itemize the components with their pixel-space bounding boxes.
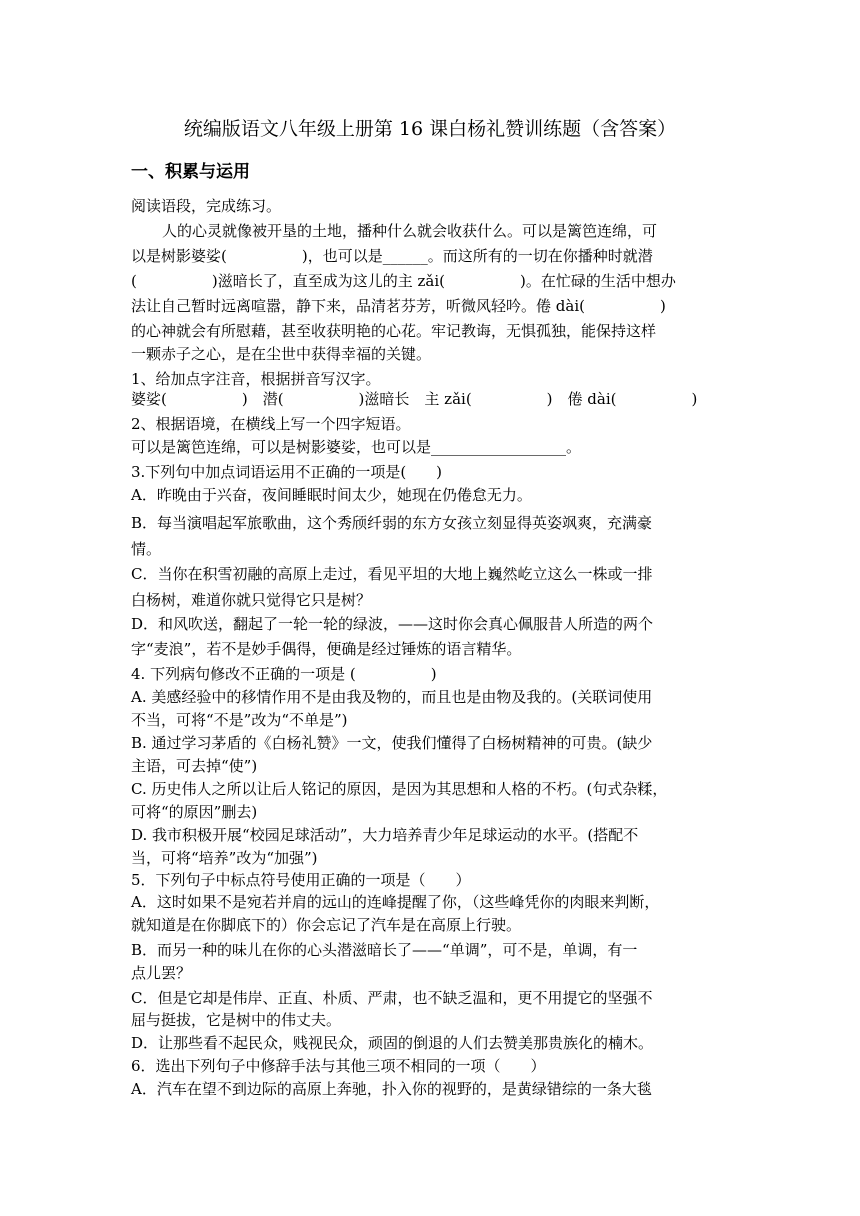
option-line: 可将“的原因”删去) bbox=[131, 803, 258, 821]
option-line: C．当你在积雪初融的高原上走过，看见平坦的大地上巍然屹立这么一株或一排 bbox=[131, 565, 653, 583]
option-line: A．汽车在望不到边际的高原上奔驰，扑入你的视野的，是黄绿错综的一条大毯 bbox=[131, 1080, 652, 1098]
option-line: D．和风吹送，翻起了一轮一轮的绿波，——这时你会真心佩服昔人所造的两个 bbox=[131, 615, 654, 633]
option-line: D. 我市积极开展“校园足球活动”，大力培养青少年足球运动的水平。(搭配不 bbox=[131, 826, 639, 844]
question-line: 5．下列句子中标点符号使用正确的一项是（ ） bbox=[131, 871, 471, 889]
text-line: 以是树影婆娑( )，也可以是______。而这所有的一切在你播种时就潜 bbox=[131, 247, 653, 265]
option-line: 不当，可将“不是”改为“不单是”) bbox=[131, 711, 348, 729]
option-line: 当，可将“培养”改为“加强”) bbox=[131, 849, 318, 867]
section-heading: 一、积累与运用 bbox=[131, 162, 250, 182]
option-line: 情。 bbox=[131, 540, 162, 558]
option-line: 点儿罢？ bbox=[131, 964, 192, 982]
text-line: 的心神就会有所慰藉，甚至收获明艳的心花。牢记教诲，无惧孤独，能保持这样 bbox=[131, 322, 657, 340]
page-title: 统编版语文八年级上册第 16 课白杨礼赞训练题（含答案） bbox=[183, 118, 677, 140]
option-line: A. 美感经验中的移情作用不是由我及物的，而且也是由物及我的。(关联词使用 bbox=[131, 688, 653, 706]
option-line: A．昨晚由于兴奋，夜间睡眠时间太少，她现在仍倦怠无力。 bbox=[131, 486, 532, 504]
question-line: 婆娑( ) 潜( )滋暗长 主 zǎi( ) 倦 dài( ) bbox=[131, 390, 698, 408]
question-line: 3.下列句中加点词语运用不正确的一项是( ) bbox=[131, 463, 443, 481]
option-line: D．让那些看不起民众，贱视民众，顽固的倒退的人们去赞美那贵族化的楠木。 bbox=[131, 1034, 654, 1052]
option-line: B．而另一种的味儿在你的心头潜滋暗长了——“单调”，可不是，单调，有一 bbox=[131, 941, 638, 959]
option-line: 主语，可去掉“使”) bbox=[131, 757, 258, 775]
option-line: 白杨树，难道你就只觉得它只是树？ bbox=[131, 591, 372, 609]
question-line: 6．选出下列句子中修辞手法与其他三项不相同的一项（ ） bbox=[131, 1057, 546, 1075]
question-line: 2、根据语境，在横线上写一个四字短语。 bbox=[131, 415, 411, 433]
text-line: 阅读语段，完成练习。 bbox=[131, 197, 282, 215]
option-line: C. 历史伟人之所以让后人铭记的原因，是因为其思想和人格的不朽。(句式杂糅， bbox=[131, 780, 668, 798]
option-line: 就知道是在你脚底下的）你会忘记了汽车是在高原上行驶。 bbox=[131, 916, 522, 934]
question-line: 4. 下列病句修改不正确的一项是 ( ) bbox=[131, 665, 437, 683]
option-line: C．但是它却是伟岸、正直、朴质、严肃，也不缺乏温和，更不用提它的坚强不 bbox=[131, 989, 653, 1007]
option-line: B．每当演唱起军旅歌曲，这个秀颀纤弱的东方女孩立刻显得英姿飒爽，充满豪 bbox=[131, 514, 653, 532]
text-line: 一颗赤子之心，是在尘世中获得幸福的关键。 bbox=[131, 345, 432, 363]
option-line: 屈与挺拔，它是树中的伟丈夫。 bbox=[131, 1011, 342, 1029]
question-line: 可以是篱笆连绵，可以是树影婆娑，也可以是__________________。 bbox=[131, 438, 582, 456]
question-line: 1、给加点字注音，根据拼音写汉字。 bbox=[131, 370, 381, 388]
option-line: B. 通过学习茅盾的《白杨礼赞》一文，使我们懂得了白杨树精神的可贵。(缺少 bbox=[131, 734, 653, 752]
text-line: 人的心灵就像被开垦的土地，播种什么就会收获什么。可以是篱笆连绵，可 bbox=[162, 222, 658, 240]
option-line: A．这时如果不是宛若并肩的远山的连峰提醒了你，（这些峰凭你的肉眼来判断， bbox=[131, 893, 660, 911]
text-line: 法让自己暂时远离喧嚣，静下来，品清茗芬芳，听微风轻吟。倦 dài( ) bbox=[131, 297, 666, 315]
text-line: ( )滋暗长了，直至成为这儿的主 zǎi( )。在忙碌的生活中想办 bbox=[131, 272, 676, 290]
option-line: 字“麦浪”，若不是妙手偶得，便确是经过锤炼的语言精华。 bbox=[131, 640, 522, 658]
